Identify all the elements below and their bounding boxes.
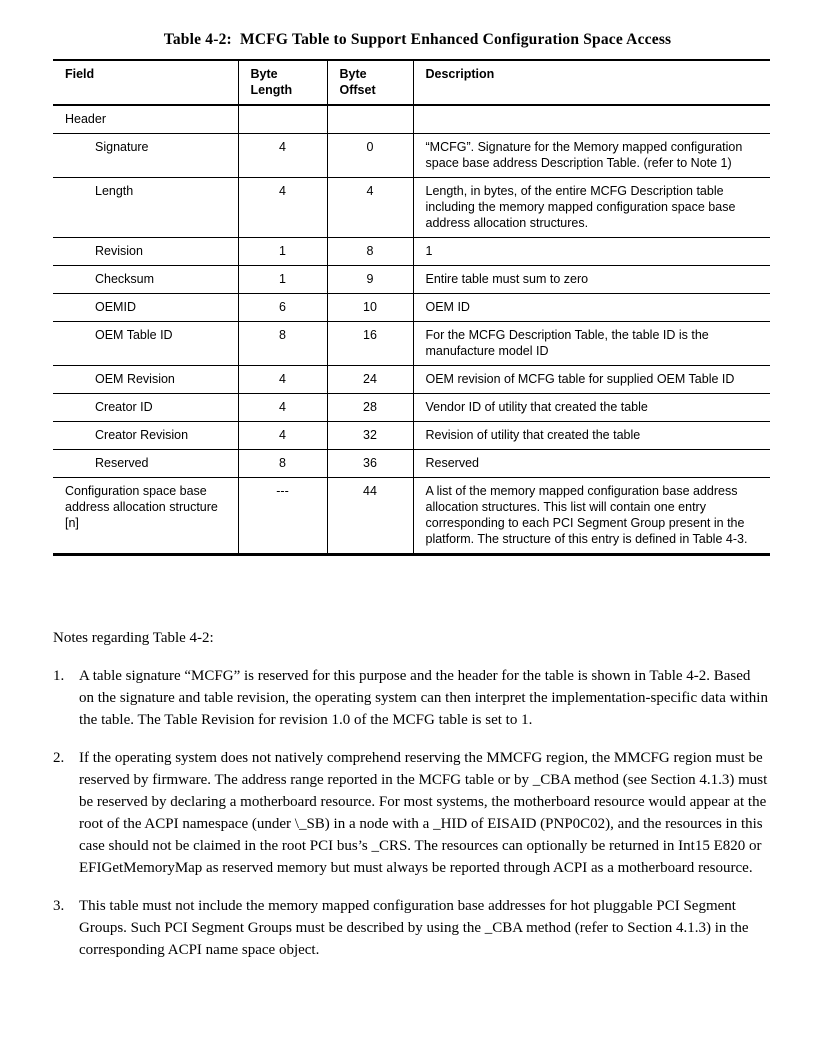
table-row (53, 322, 770, 366)
byte-offset-cell: 36 (327, 450, 413, 478)
byte-offset-cell: 32 (327, 422, 413, 450)
description-cell (413, 105, 770, 134)
byte-length-cell: 1 (238, 238, 327, 266)
table-row (53, 266, 770, 294)
note-item (53, 747, 769, 879)
byte-length-cell: 8 (238, 322, 327, 366)
note-text: If the operating system does not natively comprehend reserving the MMCFG region, the MMCFG region must be reserved by firmware. The address range reported in the MCFG table or by _CBA method (see Section 4.1.3) must be reserved by declaring a motherboard resource. For most systems, the motherboard resource would appear at the root of the ACPI namespace (under \_SB) in a node with a _HID of EISAID (PNP0C02), and the resources in this case should not be claimed in the root PCI bus’s _CRS. The resources can optionally be returned in Int15 E820 or EFIGetMemoryMap as reserved memory but must always be reported through ACPI as a motherboard resource. (79, 750, 768, 876)
byte-offset-cell (327, 105, 413, 134)
field-cell: Reserved (53, 450, 238, 478)
description-cell: Entire table must sum to zero (425, 272, 589, 286)
description-cell: For the MCFG Description Table, the table ID is the manufacture model ID (425, 328, 709, 358)
notes-list (53, 665, 769, 961)
field-cell: OEMID (53, 294, 238, 322)
description-cell: Vendor ID of utility that created the table (425, 400, 648, 414)
table-row (53, 238, 770, 266)
table-row (53, 294, 770, 322)
field-cell: OEM Table ID (53, 322, 238, 366)
table-row (53, 478, 770, 555)
description-cell: Length, in bytes, of the entire MCFG Description table including the memory mapped configuration space base address allocation structures. (425, 184, 736, 230)
field-cell: Length (53, 178, 238, 238)
column-header-byte-offset: Byte Offset (327, 60, 413, 105)
byte-length-cell: 4 (238, 134, 327, 178)
note-text: A table signature “MCFG” is reserved for this purpose and the header for the table is shown in Table 4-2. Based on the signature and table revision, the operating system can then interpret the implementation-specific data within the table. The Table Revision for revision 1.0 of the MCFG table is set to 1. (79, 668, 768, 728)
table-row (53, 105, 770, 134)
column-header-description: Description (425, 67, 495, 81)
table-row (53, 178, 770, 238)
byte-offset-cell: 28 (327, 394, 413, 422)
field-cell: Checksum (53, 266, 238, 294)
field-cell: Header (53, 105, 238, 134)
note-number: 1. (53, 668, 65, 684)
note-number: 3. (53, 898, 65, 914)
description-cell: Reserved (425, 456, 479, 470)
table-row (53, 366, 770, 394)
mcfg-table (53, 59, 770, 556)
notes-heading: Notes regarding Table 4-2: (53, 630, 214, 646)
byte-length-cell (238, 105, 327, 134)
field-cell: Revision (53, 238, 238, 266)
note-item (53, 665, 769, 731)
description-cell: “MCFG”. Signature for the Memory mapped configuration space base address Description Table. (refer to Note 1) (425, 140, 743, 170)
note-item (53, 895, 769, 961)
byte-offset-cell: 10 (327, 294, 413, 322)
byte-length-cell: 4 (238, 422, 327, 450)
description-cell: 1 (425, 244, 433, 258)
table-caption: Table 4-2: MCFG Table to Support Enhanced Configuration Space Access (163, 31, 672, 48)
field-cell: Creator ID (53, 394, 238, 422)
byte-offset-cell: 9 (327, 266, 413, 294)
column-header-field: Field (53, 60, 238, 105)
table-row (53, 394, 770, 422)
mcfg-table-head (53, 60, 770, 105)
byte-length-cell: 8 (238, 450, 327, 478)
byte-offset-cell: 44 (327, 478, 413, 555)
field-cell: Signature (53, 134, 238, 178)
byte-length-cell: 4 (238, 178, 327, 238)
description-cell: Revision of utility that created the table (425, 428, 641, 442)
mcfg-table-body (53, 105, 770, 555)
field-cell: Configuration space base address allocation structure [n] (53, 478, 238, 555)
mcfg-table-container (53, 59, 770, 556)
description-cell: A list of the memory mapped configuration base address allocation structures. This list will contain one entry corresponding to each PCI Segment Group present in the platform. The structure of this entry is defined in Table 4-3. (425, 484, 748, 546)
table-row (53, 422, 770, 450)
byte-length-cell: --- (238, 478, 327, 555)
table-row (53, 134, 770, 178)
field-cell: Creator Revision (53, 422, 238, 450)
table-row (53, 450, 770, 478)
byte-length-cell: 4 (238, 394, 327, 422)
byte-length-cell: 1 (238, 266, 327, 294)
notes-section (53, 627, 769, 961)
byte-offset-cell: 16 (327, 322, 413, 366)
description-cell: OEM revision of MCFG table for supplied OEM Table ID (425, 372, 735, 386)
byte-offset-cell: 24 (327, 366, 413, 394)
byte-offset-cell: 8 (327, 238, 413, 266)
header-row (53, 60, 770, 105)
note-text: This table must not include the memory mapped configuration base addresses for hot pluggable PCI Segment Groups. Such PCI Segment Groups must be described by using the _CBA method (refer to Section 4.1.3) in the corresponding ACPI name space object. (79, 898, 749, 958)
note-number: 2. (53, 750, 65, 766)
field-cell: OEM Revision (53, 366, 238, 394)
byte-offset-cell: 0 (327, 134, 413, 178)
byte-offset-cell: 4 (327, 178, 413, 238)
description-cell: OEM ID (425, 300, 470, 314)
byte-length-cell: 6 (238, 294, 327, 322)
column-header-byte-length: Byte Length (238, 60, 327, 105)
byte-length-cell: 4 (238, 366, 327, 394)
